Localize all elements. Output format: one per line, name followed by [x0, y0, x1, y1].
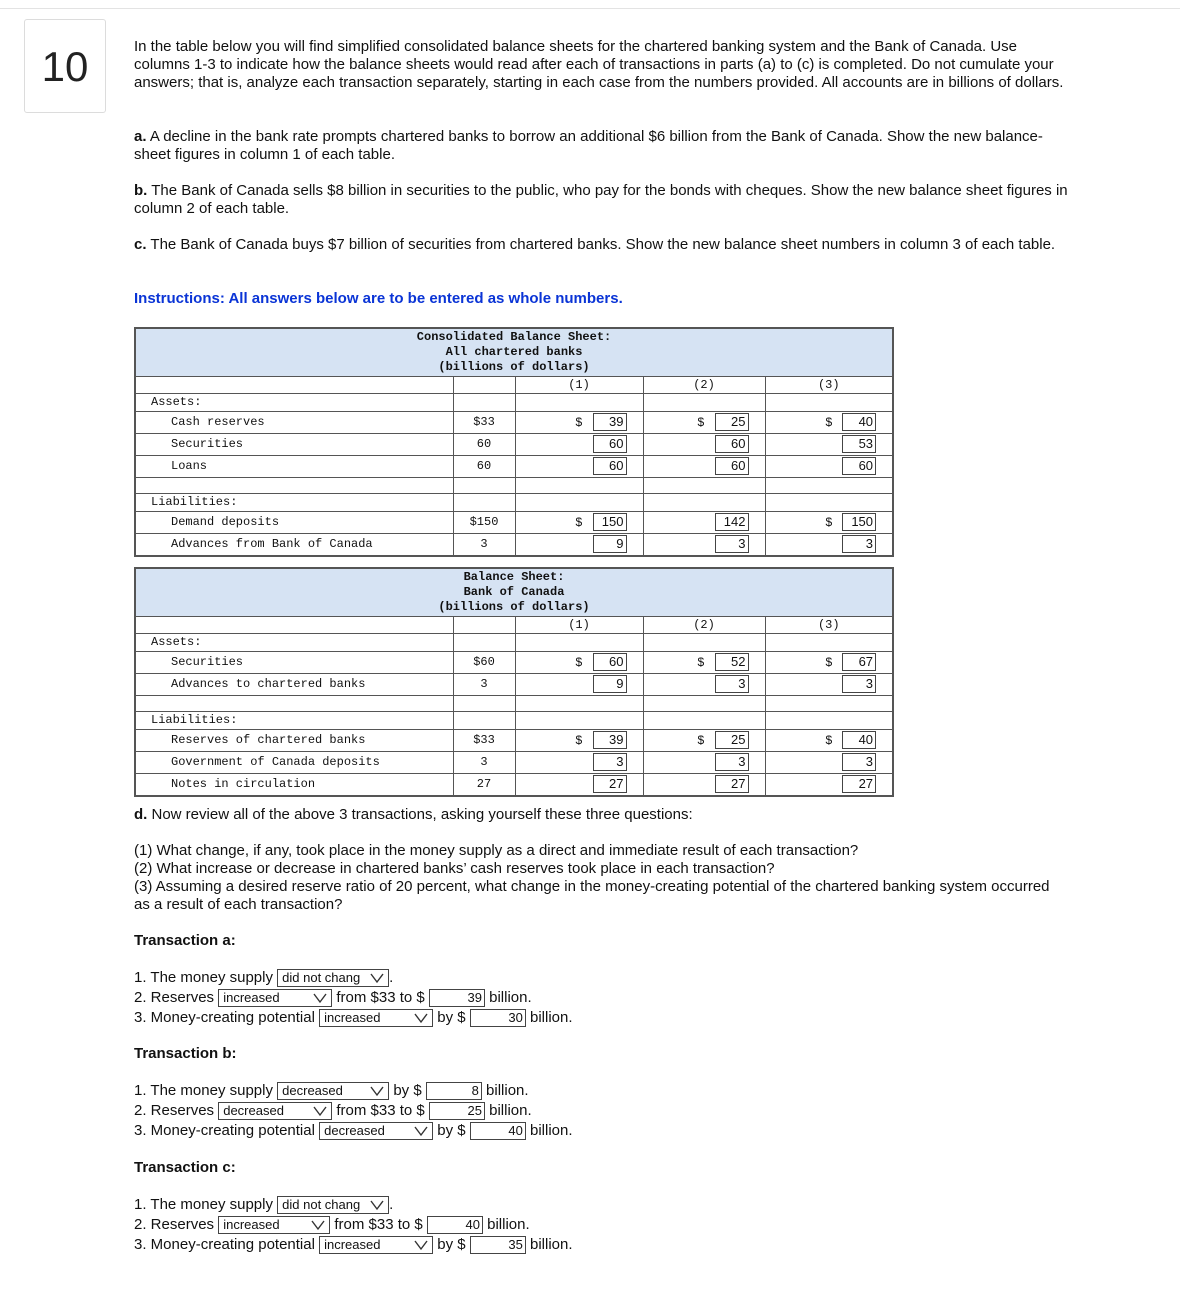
review-questions: (1) What change, if any, took place in the money supply as a direct and immediate result of each transaction? (2) What increase or decrease in chartered banks’ cash reserves took place in each transaction? (3) Assuming a desired reserve ratio of 20 percent, what change in the money-creating potential of the chartered banking system occurred as a result of each transaction?: [134, 842, 1050, 913]
table-row: Demand deposits $150 $ 150 142 $ 150: [135, 511, 893, 533]
answer-input[interactable]: 3: [715, 675, 749, 693]
answer-input[interactable]: 9: [593, 675, 627, 693]
table2-liabilities-label: Liabilities:: [135, 711, 453, 729]
answer-input[interactable]: 27: [593, 775, 627, 793]
transaction-c-heading: Transaction c:: [134, 1159, 236, 1176]
answer-input[interactable]: 3: [715, 535, 749, 553]
transaction-a-money-supply: 1. The money supply did not chang .: [134, 969, 394, 986]
answer-input[interactable]: 39: [593, 731, 627, 749]
answer-input[interactable]: 3: [842, 535, 876, 553]
table1-assets-label: Assets:: [135, 393, 453, 411]
answer-input[interactable]: 3: [593, 753, 627, 771]
answer-input[interactable]: 150: [593, 513, 627, 531]
answer-input[interactable]: 67: [842, 653, 876, 671]
table1-col2-header: (2): [643, 376, 765, 393]
money-supply-select[interactable]: did not chang: [277, 969, 389, 987]
chevron-down-icon: [414, 1012, 428, 1024]
reserves-select[interactable]: decreased: [218, 1102, 332, 1120]
transaction-a-potential: 3. Money-creating potential increased by $ 30 billion.: [134, 1009, 573, 1026]
part-a-text: a. A decline in the bank rate prompts chartered banks to borrow an additional $6 billion from the Bank of Canada. Show the new balance-sheet figures in column 1 of each table.: [134, 128, 1043, 163]
chevron-down-icon: [370, 1199, 384, 1211]
chartered-banks-balance-sheet: [134, 327, 894, 557]
answer-input[interactable]: 142: [715, 513, 749, 531]
potential-select[interactable]: increased: [319, 1236, 433, 1254]
table-row: Reserves of chartered banks $33 $ 39 $ 25 $ 40: [135, 729, 893, 751]
potential-select[interactable]: increased: [319, 1009, 433, 1027]
money-supply-select[interactable]: decreased: [277, 1082, 389, 1100]
transaction-c-potential: 3. Money-creating potential increased by $ 35 billion.: [134, 1236, 573, 1253]
table-row: Advances to chartered banks 3 9 3 3: [135, 673, 893, 695]
reserves-input[interactable]: 25: [429, 1102, 485, 1120]
answer-input[interactable]: 53: [842, 435, 876, 453]
answer-input[interactable]: 25: [715, 731, 749, 749]
table1-col1-header: (1): [515, 376, 643, 393]
answer-input[interactable]: 39: [593, 413, 627, 431]
table2-col1-header: (1): [515, 616, 643, 633]
reserves-input[interactable]: 40: [427, 1216, 483, 1234]
answer-input[interactable]: 60: [593, 457, 627, 475]
transaction-b-reserves: 2. Reserves decreased from $33 to $ 25 billion.: [134, 1102, 532, 1119]
table-row: Cash reserves $33 $ 39 $ 25 $ 40: [135, 411, 893, 433]
transaction-b-potential: 3. Money-creating potential decreased by $ 40 billion.: [134, 1122, 573, 1139]
answer-input[interactable]: 9: [593, 535, 627, 553]
transaction-a-reserves: 2. Reserves increased from $33 to $ 39 billion.: [134, 989, 532, 1006]
answer-input[interactable]: 25: [715, 413, 749, 431]
part-c-text: c. The Bank of Canada buys $7 billion of securities from chartered banks. Show the new balance sheet numbers in column 3 of each table.: [134, 236, 1056, 253]
answer-input[interactable]: 60: [715, 457, 749, 475]
chevron-down-icon: [414, 1125, 428, 1137]
table-row: Government of Canada deposits 3 3 3 3: [135, 751, 893, 773]
answer-input[interactable]: 40: [842, 413, 876, 431]
answer-input[interactable]: 27: [715, 775, 749, 793]
money-supply-input[interactable]: 8: [426, 1082, 482, 1100]
table2-title: Balance Sheet: Bank of Canada (billions of dollars): [135, 568, 893, 616]
money-supply-select[interactable]: did not chang: [277, 1196, 389, 1214]
table-row: Advances from Bank of Canada 3 9 3 3: [135, 533, 893, 556]
answer-input[interactable]: 40: [842, 731, 876, 749]
table-row: Loans 60 60 60 60: [135, 455, 893, 477]
part-d-text: d. Now review all of the above 3 transactions, asking yourself these three questions:: [134, 806, 693, 823]
intro-text: In the table below you will find simplified consolidated balance sheets for the chartered banking system and the Bank of Canada. Use columns 1-3 to indicate how the balance sheets would read after each of transactions in parts (a) to (c) is completed. Do not cumulate your answers; that is, analyze each transaction separately, starting in each case from the numbers provided. All accounts are in billions of dollars.: [134, 38, 1064, 91]
potential-input[interactable]: 30: [470, 1009, 526, 1027]
answer-input[interactable]: 3: [842, 675, 876, 693]
transaction-a-heading: Transaction a:: [134, 932, 236, 949]
answer-input[interactable]: 3: [842, 753, 876, 771]
question-number: 10: [24, 19, 106, 113]
table-row: Securities 60 60 60 53: [135, 433, 893, 455]
table-row: Securities $60 $ 60 $ 52 $ 67: [135, 651, 893, 673]
instructions: Instructions: All answers below are to be entered as whole numbers.: [134, 290, 623, 307]
table-row: Notes in circulation 27 27 27 27: [135, 773, 893, 796]
chevron-down-icon: [311, 1219, 325, 1231]
answer-input[interactable]: 60: [593, 653, 627, 671]
transaction-b-heading: Transaction b:: [134, 1045, 237, 1062]
potential-input[interactable]: 40: [470, 1122, 526, 1140]
potential-input[interactable]: 35: [470, 1236, 526, 1254]
table1-title: Consolidated Balance Sheet: All chartered banks (billions of dollars): [135, 328, 893, 376]
answer-input[interactable]: 52: [715, 653, 749, 671]
reserves-input[interactable]: 39: [429, 989, 485, 1007]
table2-assets-label: Assets:: [135, 633, 453, 651]
table2-col3-header: (3): [765, 616, 893, 633]
potential-select[interactable]: decreased: [319, 1122, 433, 1140]
chevron-down-icon: [370, 1085, 384, 1097]
reserves-select[interactable]: increased: [218, 989, 332, 1007]
answer-input[interactable]: 27: [842, 775, 876, 793]
chevron-down-icon: [414, 1239, 428, 1251]
top-divider: [0, 8, 1180, 9]
table2-col2-header: (2): [643, 616, 765, 633]
table1-col3-header: (3): [765, 376, 893, 393]
transaction-c-money-supply: 1. The money supply did not chang .: [134, 1196, 394, 1213]
part-b-text: b. The Bank of Canada sells $8 billion in securities to the public, who pay for the bonds with cheques. Show the new balance sheet figures in column 2 of each table.: [134, 182, 1068, 217]
answer-input[interactable]: 150: [842, 513, 876, 531]
chevron-down-icon: [370, 972, 384, 984]
table1-liabilities-label: Liabilities:: [135, 493, 453, 511]
answer-input[interactable]: 60: [715, 435, 749, 453]
answer-input[interactable]: 60: [842, 457, 876, 475]
answer-input[interactable]: 3: [715, 753, 749, 771]
bank-of-canada-balance-sheet: [134, 567, 894, 797]
chevron-down-icon: [313, 1105, 327, 1117]
reserves-select[interactable]: increased: [218, 1216, 330, 1234]
answer-input[interactable]: 60: [593, 435, 627, 453]
transaction-b-money-supply: 1. The money supply decreased by $ 8 billion.: [134, 1082, 529, 1099]
transaction-c-reserves: 2. Reserves increased from $33 to $ 40 billion.: [134, 1216, 530, 1233]
chevron-down-icon: [313, 992, 327, 1004]
